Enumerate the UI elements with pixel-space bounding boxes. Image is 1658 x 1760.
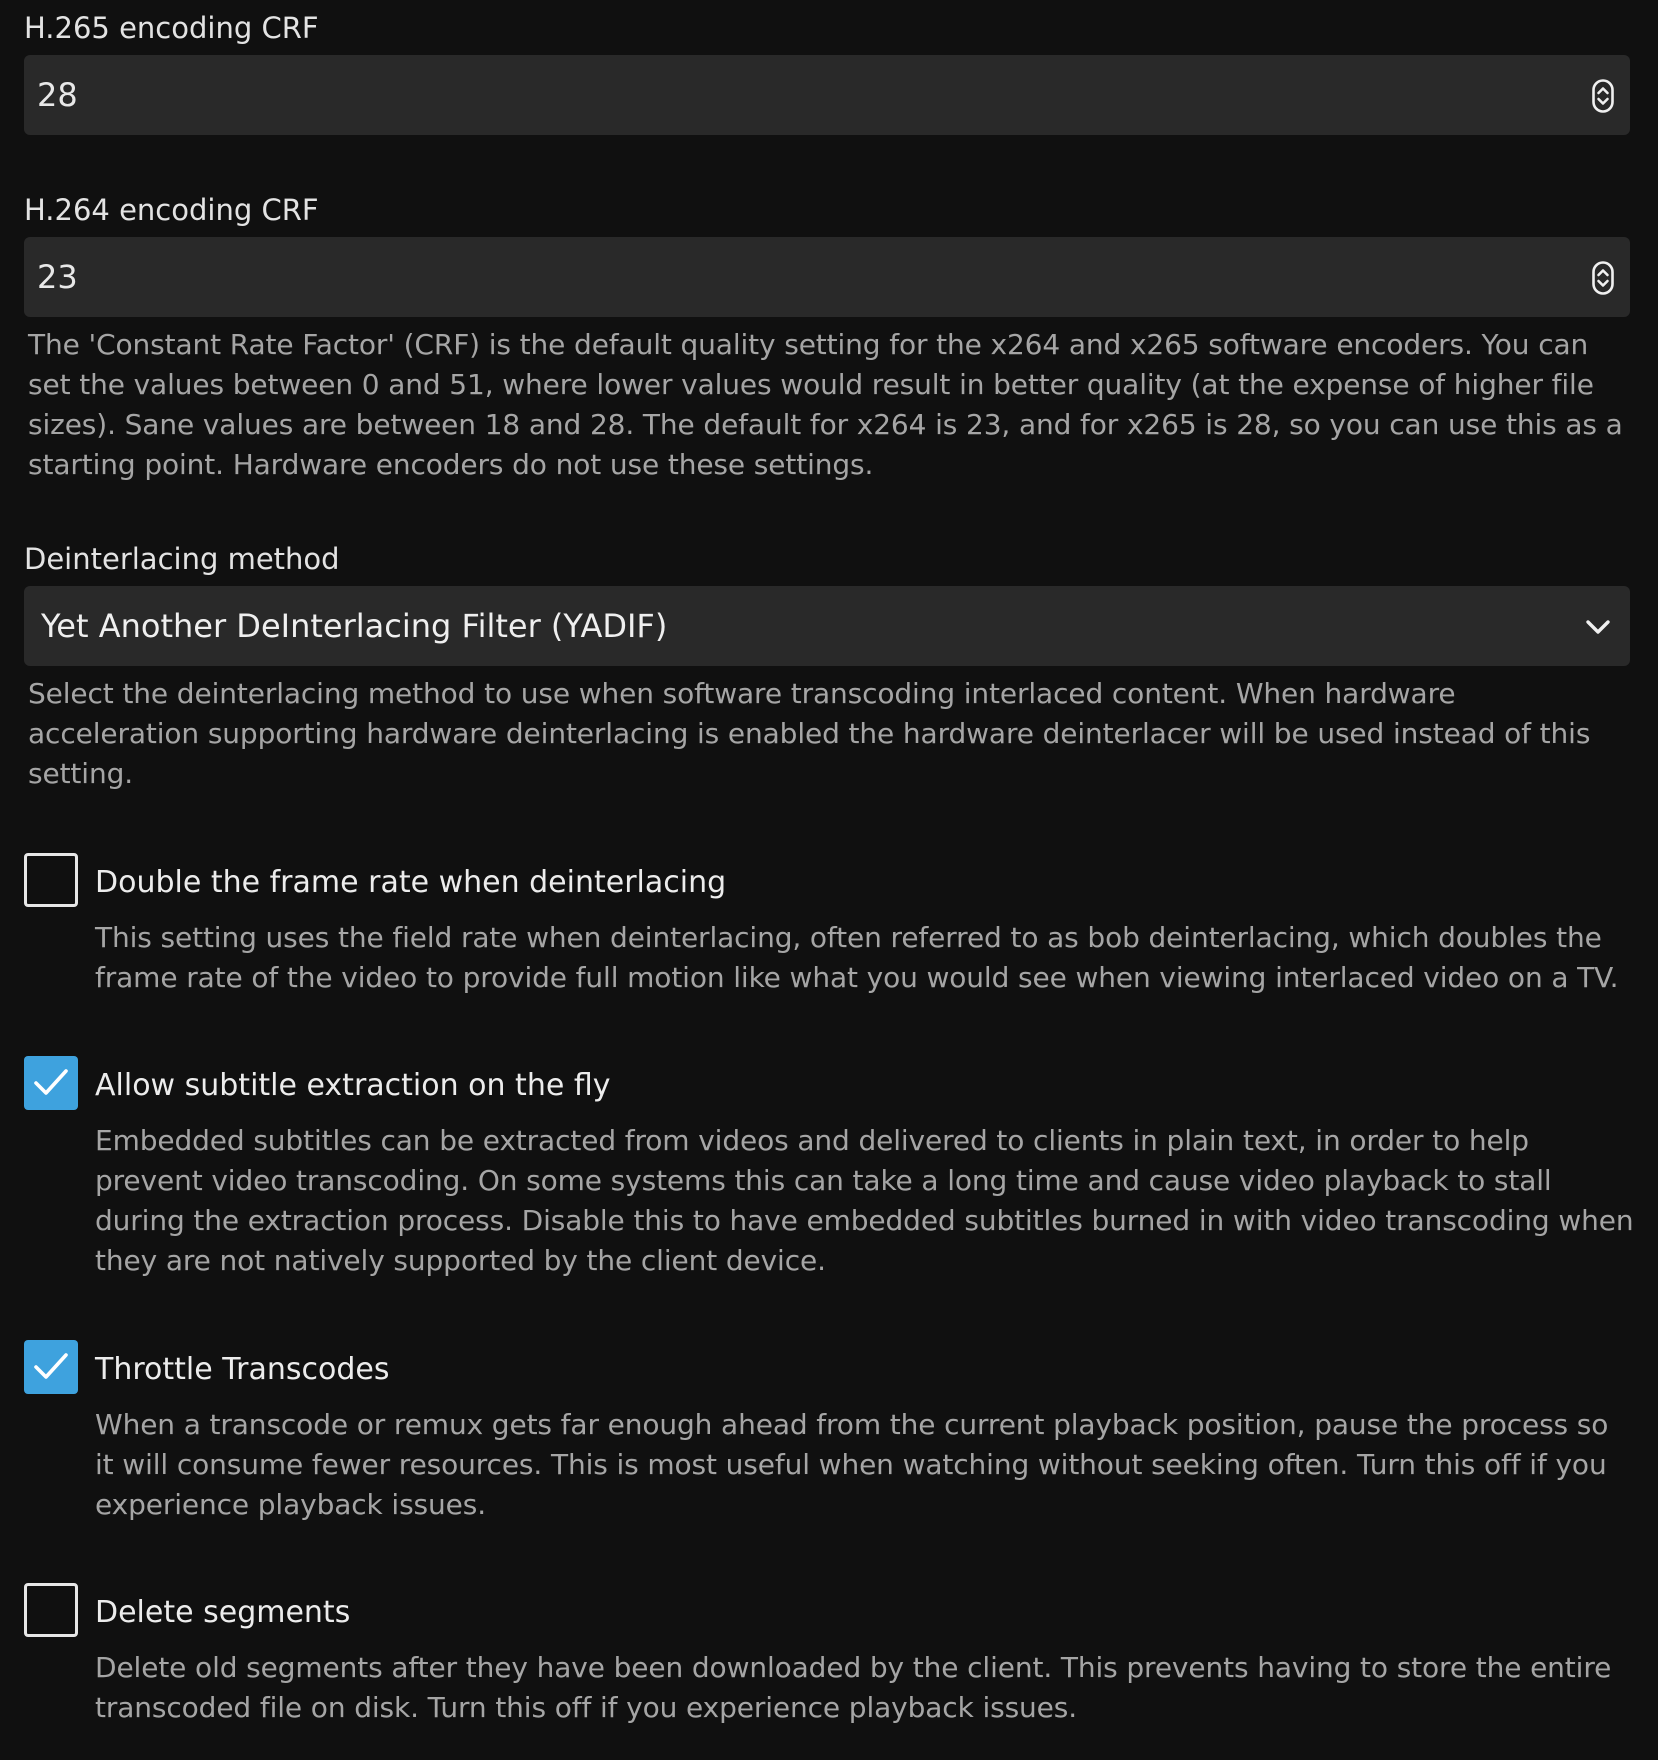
throttle-transcodes-label[interactable]: Throttle Transcodes — [95, 1352, 390, 1387]
checkmark-icon — [33, 1352, 69, 1382]
subtitle-extraction-checkbox[interactable] — [24, 1056, 78, 1110]
subtitle-extraction-help: Embedded subtitles can be extracted from videos and delivered to clients in plain text, in order to help prevent video transcoding. On some systems this can take a long time and cause video playback to stall during the extraction process. Disable this to have embedded subtitles burned in with video transcoding when they are not natively supported by the client device. — [95, 1124, 1634, 1277]
h264-crf-label: H.264 encoding CRF — [24, 193, 319, 227]
chevron-down-icon — [1584, 614, 1612, 638]
h264-crf-input[interactable] — [24, 237, 1630, 317]
crf-help-text: The 'Constant Rate Factor' (CRF) is the default quality setting for the x264 and x265 software encoders. You can set the values between 0 and 51, where lower values would result in better quality (at the expense of higher file sizes). Sane values are between 18 and 28. The default for x264 is 23, and for x265 is 28, so you can use this as a starting point. Hardware encoders do not use these settings. — [28, 328, 1623, 481]
delete-segments-checkbox[interactable] — [24, 1583, 78, 1637]
throttle-transcodes-checkbox[interactable] — [24, 1340, 78, 1394]
h265-crf-value: 28 — [37, 76, 78, 114]
subtitle-extraction-label[interactable]: Allow subtitle extraction on the fly — [95, 1068, 611, 1103]
deinterlacing-method-select[interactable] — [24, 586, 1630, 666]
throttle-transcodes-help: When a transcode or remux gets far enough ahead from the current playback position, pause the process so it will consume fewer resources. This is most useful when watching without seeking often. Turn this off if you experience playback issues. — [95, 1408, 1609, 1521]
double-frame-rate-help: This setting uses the field rate when deinterlacing, often referred to as bob deinterlacing, which doubles the frame rate of the video to provide full motion like what you would see when viewing interlaced video on a TV. — [95, 921, 1619, 994]
h265-crf-input[interactable] — [24, 55, 1630, 135]
deinterlacing-help-text: Select the deinterlacing method to use when software transcoding interlaced content. When hardware acceleration supporting hardware deinterlacing is enabled the hardware deinterlacer will be used instead of this setting. — [28, 677, 1591, 790]
number-stepper-icon[interactable] — [1592, 79, 1614, 113]
deinterlacing-method-value: Yet Another DeInterlacing Filter (YADIF) — [41, 607, 668, 645]
delete-segments-help: Delete old segments after they have been downloaded by the client. This prevents having to store the entire transcoded file on disk. Turn this off if you experience playback issues. — [95, 1651, 1612, 1724]
double-frame-rate-checkbox[interactable] — [24, 853, 78, 907]
h265-crf-label: H.265 encoding CRF — [24, 11, 319, 45]
number-stepper-icon[interactable] — [1592, 261, 1614, 295]
delete-segments-label[interactable]: Delete segments — [95, 1595, 351, 1630]
checkmark-icon — [33, 1068, 69, 1098]
deinterlacing-method-label: Deinterlacing method — [24, 542, 340, 576]
double-frame-rate-label[interactable]: Double the frame rate when deinterlacing — [95, 865, 727, 900]
h264-crf-value: 23 — [37, 258, 78, 296]
